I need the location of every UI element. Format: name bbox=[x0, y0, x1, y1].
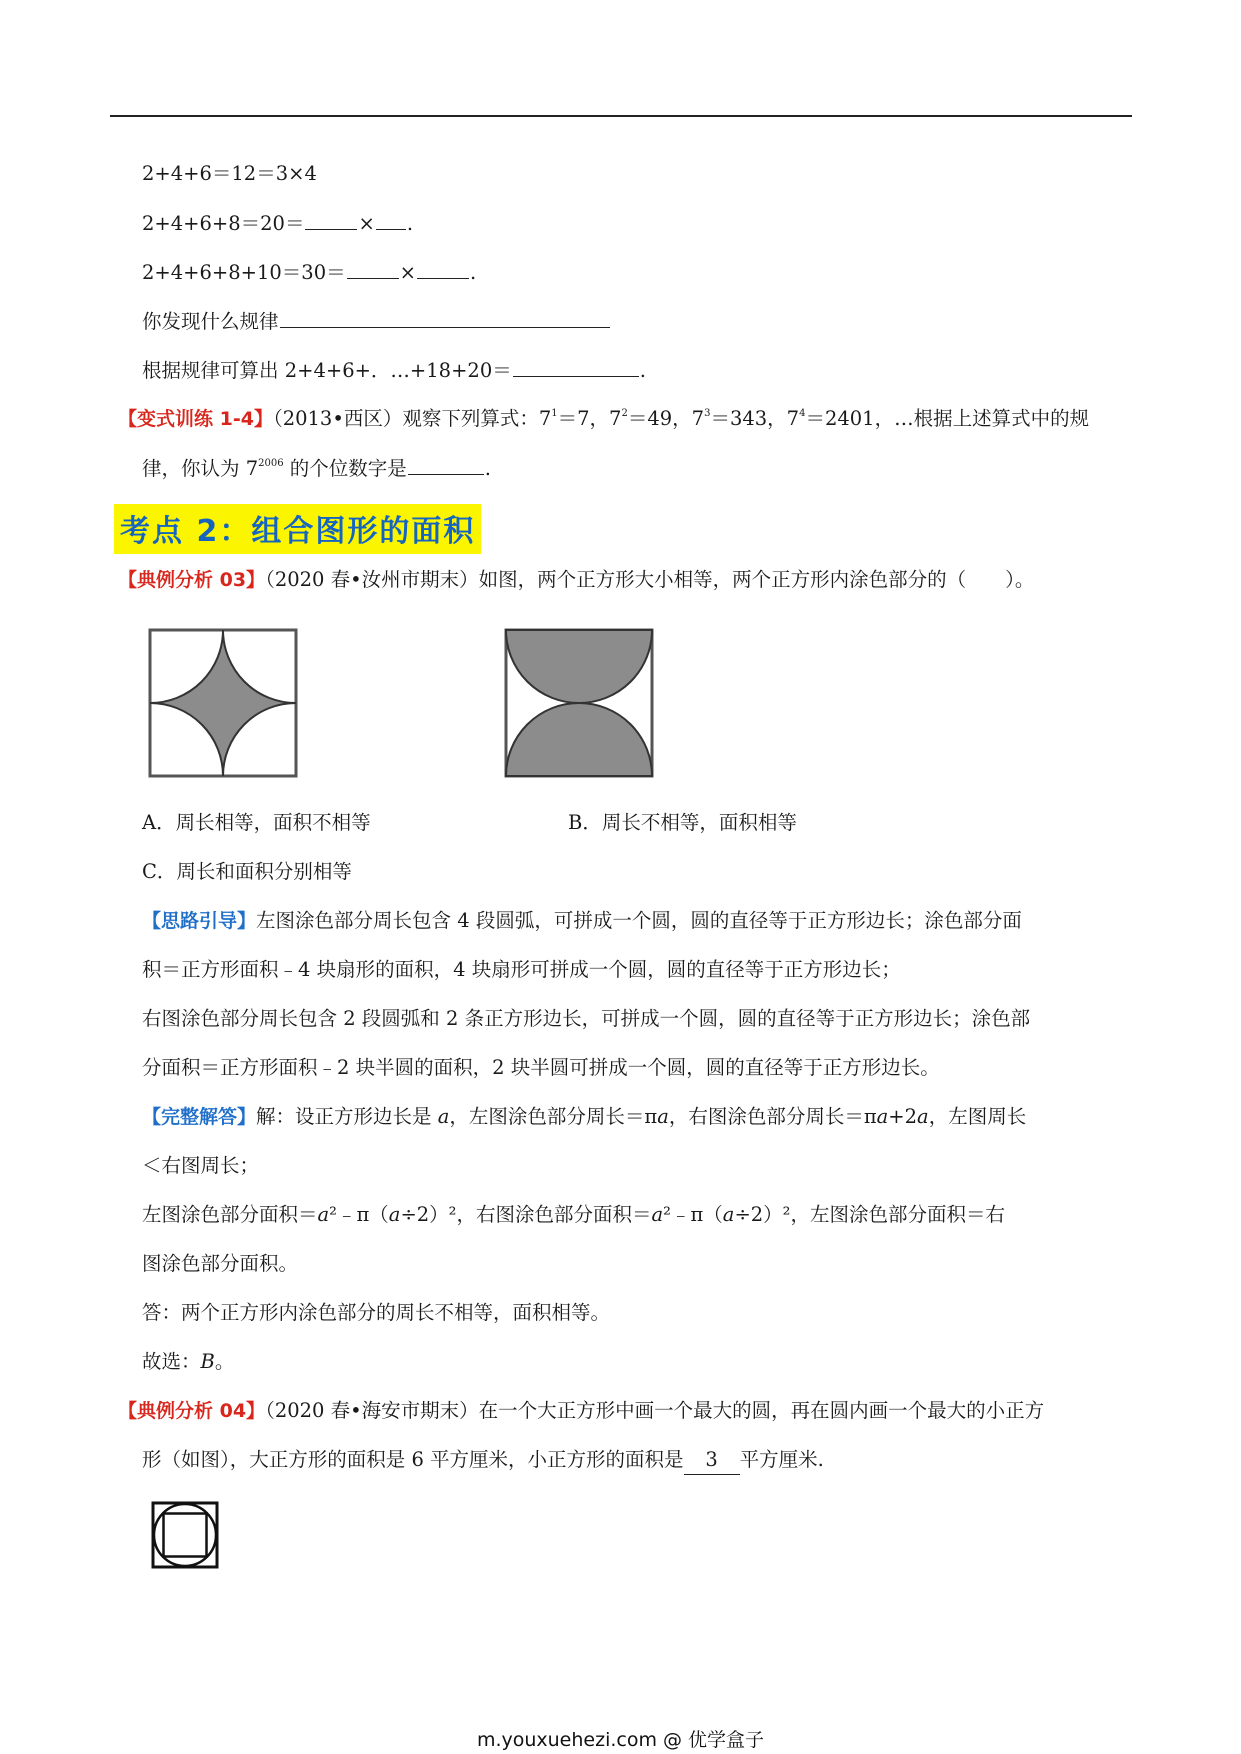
times-sign: × bbox=[399, 261, 416, 284]
header-rule bbox=[110, 115, 1132, 117]
example03-tag: 【典例分析 03】 bbox=[118, 569, 266, 591]
variant-line-1 bbox=[118, 405, 1089, 433]
guide-tag: 【思路引导】 bbox=[142, 910, 257, 932]
answer-line-4 bbox=[142, 1250, 298, 1278]
answer-text: 故选： bbox=[142, 1350, 201, 1373]
answer-text: +2 bbox=[888, 1105, 918, 1128]
variable-a: a bbox=[657, 1105, 669, 1128]
answer-line-3 bbox=[142, 1201, 1005, 1229]
variant-tag: 【变式训练 1-4】 bbox=[118, 408, 273, 430]
answer-text: 答：两个正方形内涂色部分的周长不相等，面积相等。 bbox=[142, 1301, 611, 1324]
period: . bbox=[484, 457, 491, 480]
guide-text: 积＝正方形面积﹣4 块扇形的面积，4 块扇形可拼成一个圆，圆的直径等于正方形边长； bbox=[142, 958, 901, 981]
figure-two-semicircle-square bbox=[504, 628, 654, 778]
question-text: 平方厘米. bbox=[739, 1448, 824, 1471]
footer-text: m.youxuehezi.com @ 优学盒子 bbox=[476, 1729, 765, 1751]
guide-line-4 bbox=[142, 1054, 940, 1082]
period: . bbox=[639, 359, 646, 382]
exponent: 2006 bbox=[258, 458, 284, 469]
topic-heading bbox=[114, 504, 481, 554]
answer-text: 图涂色部分面积。 bbox=[142, 1252, 299, 1275]
answer-text: 。 bbox=[214, 1350, 235, 1373]
fill-blank[interactable] bbox=[305, 209, 357, 230]
question-text: 你发现什么规律 bbox=[142, 310, 279, 333]
variant-line-2 bbox=[142, 454, 491, 483]
question-text: 根据规律可算出 2+4+6+．…+18+20＝ bbox=[142, 359, 512, 382]
fill-blank[interactable] bbox=[513, 356, 639, 377]
answer-value[interactable]: 3 bbox=[684, 1446, 740, 1475]
variable-a: a bbox=[722, 1203, 735, 1226]
fill-blank[interactable] bbox=[347, 258, 399, 279]
example04-tag: 【典例分析 04】 bbox=[118, 1400, 266, 1422]
fill-blank[interactable] bbox=[417, 258, 469, 279]
equation-line-2 bbox=[142, 209, 413, 238]
variant-text: ＝343，7 bbox=[710, 407, 800, 430]
guide-line-1 bbox=[142, 907, 1022, 935]
exponent: 2 bbox=[621, 408, 628, 419]
question-text: （2020 春•海安市期末）在一个大正方形中画一个最大的圆，再在圆内画一个最大的小正方 bbox=[265, 1399, 1045, 1422]
answer-text: 左图涂色部分面积＝ bbox=[142, 1203, 318, 1226]
inner-square bbox=[164, 1514, 207, 1557]
answer-line-1 bbox=[142, 1103, 1026, 1131]
figure-four-arc-square bbox=[148, 628, 298, 778]
answer-text: ÷2）²，左图涂色部分面积＝右 bbox=[734, 1203, 1006, 1226]
answer-line-6 bbox=[142, 1348, 234, 1376]
guide-text: 左图涂色部分周长包含 4 段圆弧，可拼成一个圆，圆的直径等于正方形边长；涂色部分面 bbox=[256, 909, 1022, 932]
exponent: 4 bbox=[799, 408, 806, 419]
period: . bbox=[406, 212, 414, 235]
variable-a: a bbox=[388, 1203, 401, 1226]
equation-text: 2+4+6+8＝20＝ bbox=[142, 212, 305, 235]
example03-question bbox=[118, 566, 1034, 594]
topic-title: 考点 2：组合图形的面积 bbox=[120, 514, 476, 549]
option-a-text: A．周长相等，面积不相等 bbox=[142, 811, 371, 834]
figure-nested-squares bbox=[150, 1500, 220, 1570]
guide-line-3 bbox=[142, 1005, 1030, 1033]
variable-a: a bbox=[317, 1203, 330, 1226]
variant-text: ＝49，7 bbox=[627, 407, 705, 430]
option-a bbox=[142, 809, 371, 837]
variable-a: a bbox=[917, 1105, 929, 1128]
answer-text: ²﹣π（ bbox=[663, 1203, 723, 1226]
question-text: （2020 春•汝州市期末）如图，两个正方形大小相等，两个正方形内涂色部分的（ ）。 bbox=[265, 568, 1035, 591]
guide-line-2 bbox=[142, 956, 901, 984]
variable-a: a bbox=[651, 1203, 664, 1226]
answer-text: ÷2）²，右图涂色部分面积＝ bbox=[400, 1203, 652, 1226]
question-text: 形（如图），大正方形的面积是 6 平方厘米，小正方形的面积是 bbox=[142, 1448, 684, 1471]
example04-line-1 bbox=[118, 1397, 1044, 1425]
rule-question bbox=[142, 307, 611, 336]
variant-text: 的个位数字是 bbox=[283, 457, 407, 480]
equation-text: 2+4+6+8+10＝30＝ bbox=[142, 261, 346, 284]
option-b bbox=[568, 809, 797, 837]
answer-text: ＜右图周长； bbox=[142, 1154, 260, 1177]
variant-text: （2013•西区）观察下列算式：7 bbox=[272, 407, 552, 430]
equation-line-1 bbox=[142, 160, 317, 188]
answer-text: 解：设正方形边长是 bbox=[256, 1105, 438, 1128]
example04-line-2 bbox=[142, 1446, 824, 1475]
footer bbox=[0, 1725, 1241, 1752]
variant-text: 律，你认为 7 bbox=[142, 457, 259, 480]
exponent: 3 bbox=[704, 408, 711, 419]
option-c bbox=[142, 858, 352, 886]
period: . bbox=[469, 261, 477, 284]
guide-text: 右图涂色部分周长包含 2 段圆弧和 2 条正方形边长，可拼成一个圆，圆的直径等于正方形边长；涂色部 bbox=[142, 1007, 1031, 1030]
equation-text: 2+4+6＝12＝3×4 bbox=[142, 162, 317, 185]
answer-text: ，左图涂色部分周长＝π bbox=[449, 1105, 658, 1128]
option-b-text: B．周长不相等，面积相等 bbox=[568, 811, 797, 834]
variable-a: a bbox=[876, 1105, 889, 1128]
option-c-text: C．周长和面积分别相等 bbox=[142, 860, 352, 883]
equation-line-3 bbox=[142, 258, 476, 287]
answer-choice: B bbox=[200, 1350, 215, 1373]
exponent: 1 bbox=[551, 408, 558, 419]
variant-text: ＝7，7 bbox=[557, 407, 622, 430]
variant-text: ＝2401，…根据上述算式中的规 bbox=[805, 407, 1090, 430]
guide-text: 分面积＝正方形面积﹣2 块半圆的面积，2 块半圆可拼成一个圆，圆的直径等于正方形边长。 bbox=[142, 1056, 940, 1079]
fill-blank[interactable] bbox=[408, 454, 484, 475]
answer-line-5 bbox=[142, 1299, 610, 1327]
answer-tag: 【完整解答】 bbox=[142, 1106, 257, 1128]
variable-a: a bbox=[437, 1105, 450, 1128]
answer-text: ，左图周长 bbox=[928, 1105, 1027, 1128]
fill-blank[interactable] bbox=[376, 209, 406, 230]
answer-text: ，右图涂色部分周长＝π bbox=[668, 1105, 877, 1128]
calc-question bbox=[142, 356, 646, 385]
times-sign: × bbox=[358, 212, 375, 235]
answer-text: ²﹣π（ bbox=[329, 1203, 389, 1226]
answer-line-2 bbox=[142, 1152, 259, 1180]
fill-blank[interactable] bbox=[280, 307, 610, 328]
